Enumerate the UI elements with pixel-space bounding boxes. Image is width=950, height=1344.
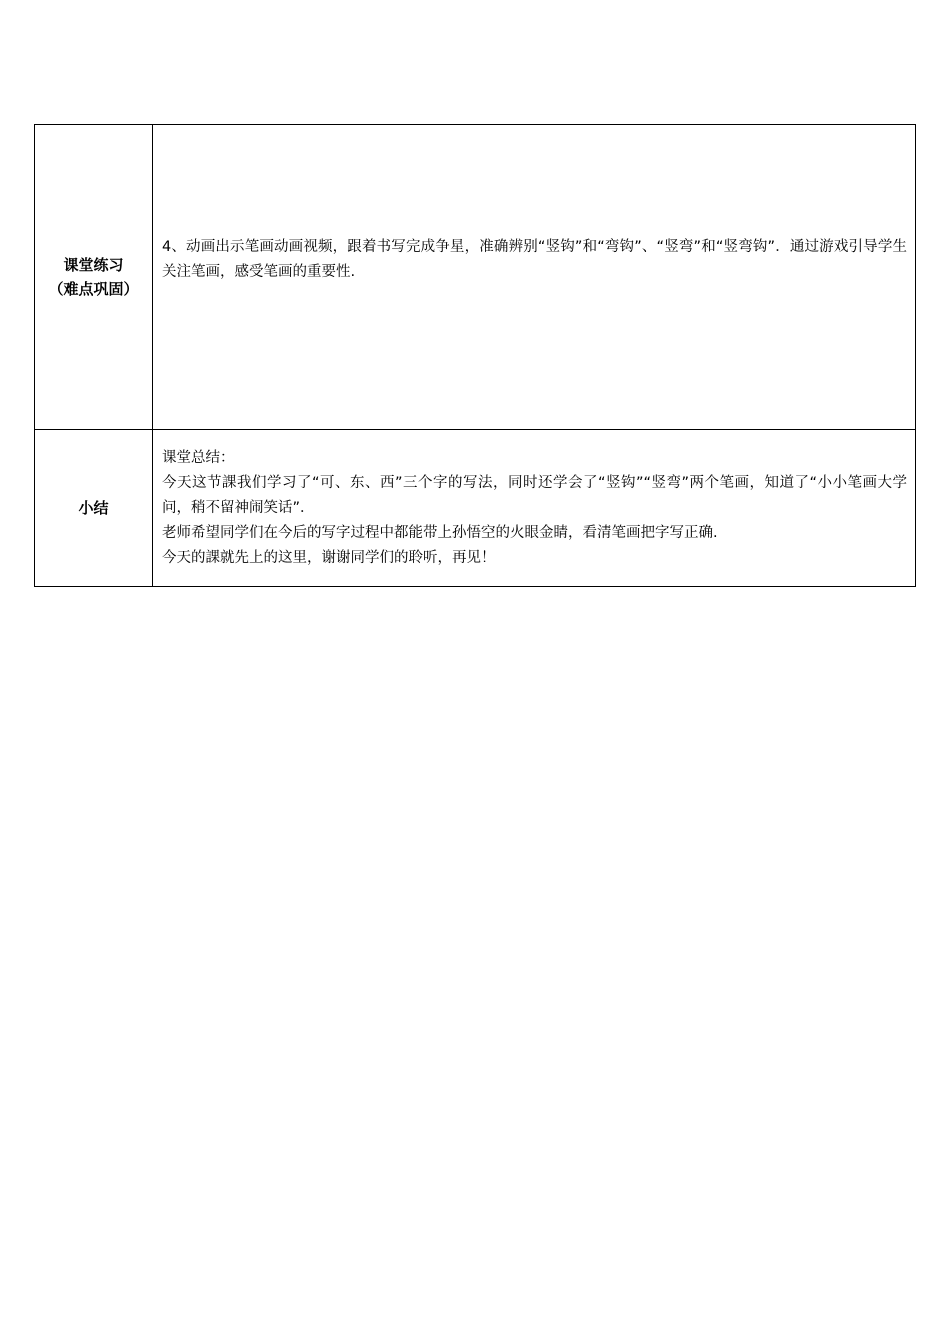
summary-paragraph-3: 今天的課就先上的这里，谢谢同学们的聆听，再见！: [162, 549, 496, 566]
summary-label-cell: [35, 430, 153, 587]
practice-paragraph: 4、动画出示笔画动画视频，跟着书写完成争星，准确辨别“竖钩”和“弯钩”、“竖弯”和“竖弯钩”．通过游戏引导学生关注笔画，感受笔画的重要性.: [162, 239, 907, 280]
summary-label-title: 小结: [78, 499, 109, 517]
summary-heading: 课堂总结：: [162, 449, 235, 466]
lesson-plan-table: [34, 124, 916, 587]
practice-label-title: 课堂练习: [63, 256, 124, 274]
summary-content-cell: [153, 430, 916, 587]
summary-paragraph-1: 今天这节課我们学习了“可、东、西”三个字的写法，同时还学会了“竖钩”“竖弯”两个笔画，知道了“小小笔画大学问，稍不留神闹笑话”．: [162, 474, 907, 516]
summary-paragraph-2: 老师希望同学们在今后的写字过程中都能带上孙悟空的火眼金睛，看清笔画把字写正确.: [162, 524, 718, 541]
practice-label-subtitle: （难点巩固）: [48, 280, 139, 298]
practice-label-cell: [35, 125, 153, 430]
table-row-summary: [35, 430, 916, 587]
practice-content-cell: [153, 125, 916, 430]
table-row-practice: [35, 125, 916, 430]
